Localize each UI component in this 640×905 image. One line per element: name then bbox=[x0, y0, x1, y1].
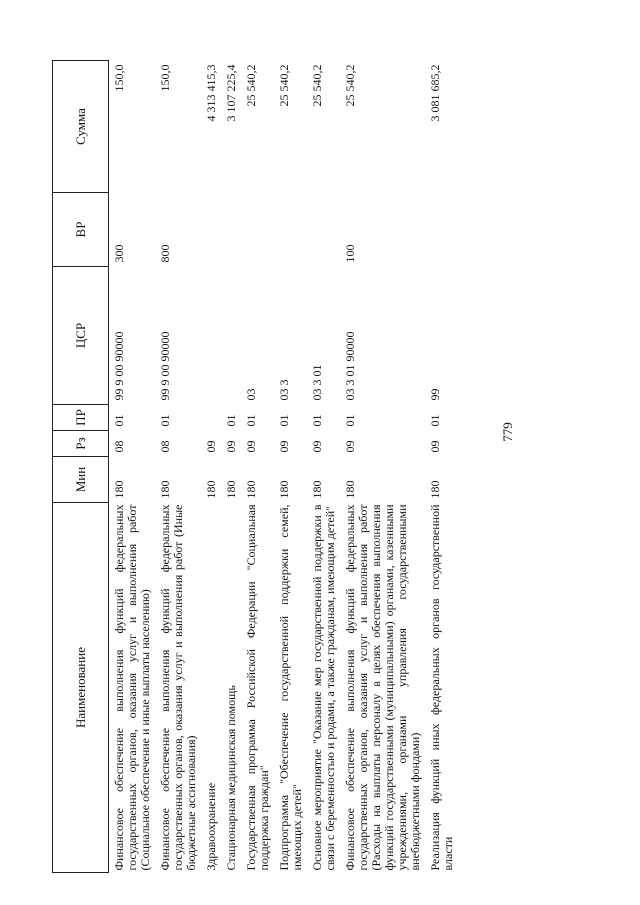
table-header-row bbox=[53, 61, 109, 873]
row-rz: 09 bbox=[310, 440, 324, 453]
row-rz: 09 bbox=[204, 440, 218, 453]
row-vr: 100 bbox=[343, 244, 357, 263]
row-rz: 09 bbox=[224, 440, 238, 453]
row-vr bbox=[425, 193, 458, 267]
table-row bbox=[155, 61, 201, 873]
row-csr: 99 9 00 90000 bbox=[158, 331, 172, 401]
row-sum: 25 540,2 bbox=[244, 64, 258, 107]
row-pr bbox=[201, 405, 221, 431]
budget-table bbox=[52, 60, 458, 873]
row-sum: 4 313 415,3 bbox=[204, 64, 218, 122]
row-csr: 99 bbox=[428, 388, 442, 401]
table-row bbox=[274, 61, 307, 873]
row-name: Здравоохранение bbox=[204, 782, 218, 871]
header-pr: ПР bbox=[53, 405, 109, 431]
row-pr: 01 bbox=[244, 414, 258, 427]
row-min: 180 bbox=[244, 480, 258, 499]
row-min: 180 bbox=[158, 480, 172, 499]
row-pr: 01 bbox=[428, 414, 442, 427]
row-name: Реализация функций иных федеральных органов государственной власти bbox=[428, 504, 455, 871]
row-vr bbox=[274, 193, 307, 267]
row-min: 180 bbox=[343, 480, 357, 499]
row-rz: 09 bbox=[277, 440, 291, 453]
row-min: 180 bbox=[112, 480, 126, 499]
row-pr: 01 bbox=[310, 414, 324, 427]
table-row bbox=[109, 61, 156, 873]
row-sum: 25 540,2 bbox=[343, 64, 357, 107]
header-rz: Рз bbox=[53, 431, 109, 457]
table-row bbox=[241, 61, 274, 873]
header-sum: Сумма bbox=[53, 61, 109, 193]
row-rz: 09 bbox=[343, 440, 357, 453]
row-pr: 01 bbox=[277, 414, 291, 427]
row-name: Подпрограмма "Обеспечение государственной поддержки семей, имеющих детей" bbox=[277, 504, 304, 871]
row-sum: 25 540,2 bbox=[310, 64, 324, 107]
page-number: 779 bbox=[500, 422, 515, 442]
row-sum: 150,0 bbox=[158, 64, 172, 92]
header-name: Наименование bbox=[53, 503, 109, 873]
row-min: 180 bbox=[204, 480, 218, 499]
row-name: Государственная программа Российской Федерации "Социальная поддержка граждан" bbox=[244, 504, 271, 871]
row-vr: 800 bbox=[158, 244, 172, 263]
budget-table-rotated bbox=[52, 61, 590, 873]
row-name: Основное мероприятие "Оказание мер государственной поддержки в связи с беременностью и родами, а также гражданам, имеющим детей" bbox=[310, 504, 337, 871]
row-csr bbox=[201, 267, 221, 405]
row-rz: 09 bbox=[428, 440, 442, 453]
table-row bbox=[201, 61, 221, 873]
row-pr: 01 bbox=[158, 414, 172, 427]
row-pr: 01 bbox=[224, 414, 238, 427]
row-vr bbox=[201, 193, 221, 267]
row-name: Стационарная медицинская помощь bbox=[224, 685, 238, 871]
row-rz: 08 bbox=[158, 440, 172, 453]
row-min: 180 bbox=[224, 480, 238, 499]
row-rz: 08 bbox=[112, 440, 126, 453]
row-name: Финансовое обеспечение выполнения функций федеральных государственных органов, оказания услуг и выполнения работ (Расходы на выплаты персоналу в целях обеспечения выполнения функций государственными (муниципальными) органами, казенными учреждениями, органами управления государственными внебюджетными фондами) bbox=[343, 504, 422, 871]
row-vr: 300 bbox=[112, 244, 126, 263]
row-min: 180 bbox=[428, 480, 442, 499]
header-csr: ЦСР bbox=[53, 267, 109, 405]
row-vr bbox=[241, 193, 274, 267]
row-sum: 25 540,2 bbox=[277, 64, 291, 107]
row-csr bbox=[221, 267, 241, 405]
row-csr: 03 3 01 90000 bbox=[343, 331, 357, 401]
row-min: 180 bbox=[277, 480, 291, 499]
row-sum: 150,0 bbox=[112, 64, 126, 92]
row-name: Финансовое обеспечение выполнения функций федеральных государственных органов, оказания услуг и выполнения работ (Социальное обеспечение и иные выплаты населению) bbox=[112, 504, 152, 871]
row-name: Финансовое обеспечение выполнения функций федеральных государственных органов, оказания услуг и выполнения работ (Иные бюджетные ассигнования) bbox=[158, 504, 198, 871]
row-sum: 3 081 685,2 bbox=[428, 64, 442, 122]
row-csr: 99 9 00 90000 bbox=[112, 331, 126, 401]
header-min: Мин bbox=[53, 457, 109, 503]
table-row bbox=[307, 61, 340, 873]
row-sum: 3 107 225,4 bbox=[224, 64, 238, 122]
row-vr bbox=[307, 193, 340, 267]
row-pr: 01 bbox=[112, 414, 126, 427]
header-vr: ВР bbox=[53, 193, 109, 267]
row-csr: 03 3 bbox=[277, 379, 291, 401]
table-row bbox=[221, 61, 241, 873]
row-pr: 01 bbox=[343, 414, 357, 427]
row-vr bbox=[221, 193, 241, 267]
row-csr: 03 3 01 bbox=[310, 364, 324, 401]
row-min: 180 bbox=[310, 480, 324, 499]
table-row bbox=[340, 61, 425, 873]
row-csr: 03 bbox=[244, 388, 258, 401]
row-rz: 09 bbox=[244, 440, 258, 453]
table-row bbox=[425, 61, 458, 873]
